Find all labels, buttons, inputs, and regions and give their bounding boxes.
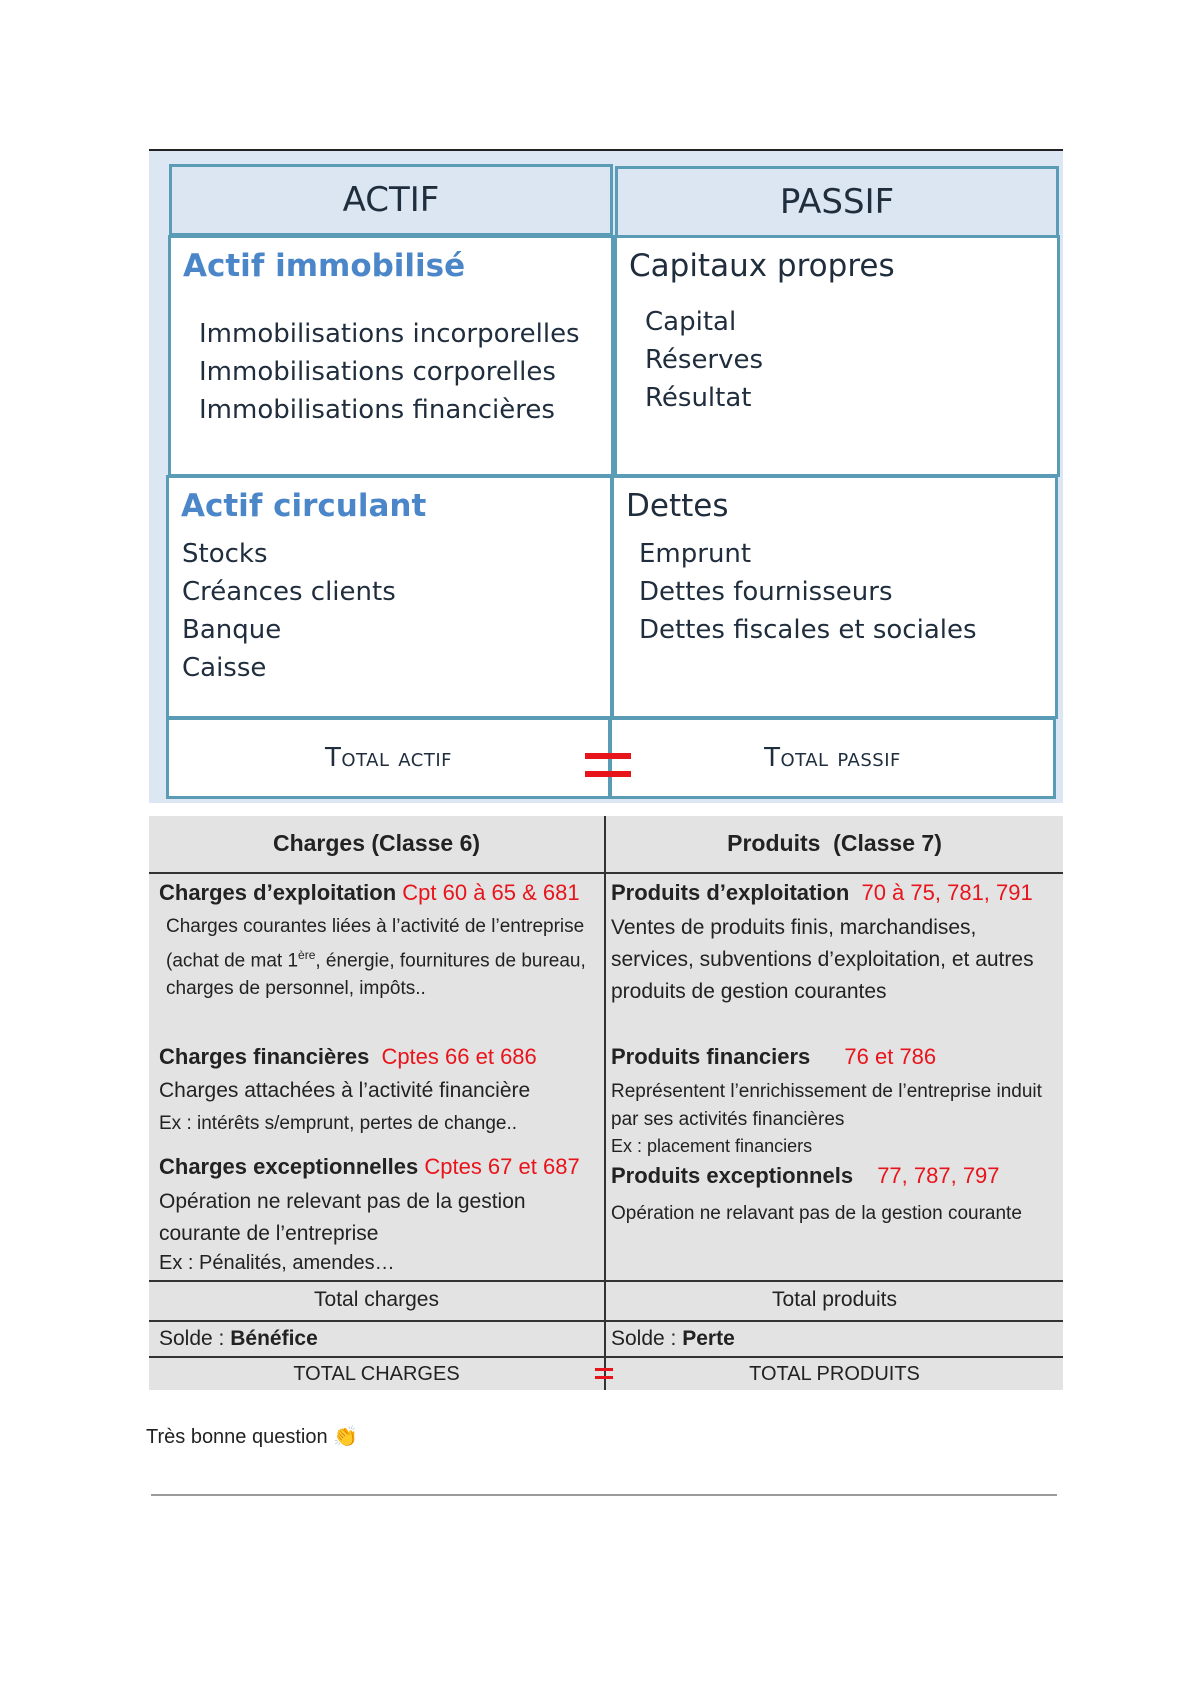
list-item: Résultat: [645, 383, 752, 413]
dettes-box: [611, 475, 1058, 719]
list-item: Réserves: [645, 345, 764, 375]
produits-exploitation-title: [611, 880, 1033, 906]
list-item: Emprunt: [639, 539, 752, 569]
account-range: 77, 787, 797: [877, 1163, 1000, 1188]
charges-exceptionnelles-example: Ex : Pénalités, amendes…: [159, 1252, 395, 1274]
list-item: Dettes fiscales et sociales: [639, 615, 977, 645]
list-item: Immobilisations incorporelles: [199, 319, 580, 349]
horizontal-rule: [151, 1494, 1057, 1496]
charges-financieres-text: Charges attachées à l’activité financière: [159, 1079, 531, 1102]
superscript: ère: [298, 948, 316, 962]
list-item: Dettes fournisseurs: [639, 577, 893, 607]
bilan-figure: [149, 149, 1063, 803]
solde-benefice: [159, 1327, 318, 1351]
list-item: Stocks: [182, 539, 268, 569]
actif-circulant-box: [166, 475, 613, 719]
capitaux-propres-title: Capitaux propres: [629, 248, 895, 284]
actif-immobilise-title: Actif immobilisé: [183, 248, 466, 284]
list-item: Caisse: [182, 653, 267, 683]
produits-header: Produits (Classe 7): [727, 830, 942, 856]
total-actif-box: Total actif: [166, 717, 611, 799]
charges-exceptionnelles-title: [159, 1154, 580, 1180]
account-range: Cptes 67 et 687: [424, 1154, 580, 1179]
actif-immobilise-box: [168, 235, 614, 477]
text: , énergie, fournitures de bureau, charges de personnel, impôts..: [166, 950, 586, 1000]
charges-exploitation-title: [159, 880, 580, 906]
section-title: Produits financiers: [611, 1044, 811, 1069]
solde-label: Solde :: [611, 1327, 683, 1350]
section-title: Charges d’exploitation: [159, 880, 397, 905]
solde-perte: [611, 1327, 735, 1351]
produits-financiers-example: Ex : placement financiers: [611, 1136, 813, 1156]
produits-exploitation-text: Ventes de produits finis, marchandises, services, subventions d’exploitation, et autres produits de gestion courantes: [611, 916, 1034, 1003]
list-item: Immobilisations corporelles: [199, 357, 556, 387]
equals-sign-icon: [595, 1364, 613, 1384]
actif-circulant-title: Actif circulant: [181, 488, 427, 524]
account-range: 70 à 75, 781, 791: [861, 880, 1033, 905]
list-item: Créances clients: [182, 577, 396, 607]
capitaux-propres-box: [614, 235, 1060, 477]
section-title: Produits d’exploitation: [611, 880, 850, 905]
dettes-list: [639, 535, 977, 649]
section-title: Charges exceptionnelles: [159, 1154, 419, 1179]
charges-exploitation-text: [166, 913, 586, 1003]
charges-financieres-example: Ex : intérêts s/emprunt, pertes de change..: [159, 1113, 518, 1134]
total-charges: Total charges: [314, 1288, 439, 1311]
row-divider: [149, 1320, 1063, 1322]
list-item: Immobilisations financières: [199, 395, 555, 425]
caption-text: Très bonne question 👏: [146, 1426, 359, 1448]
account-range: Cptes 66 et 686: [381, 1044, 537, 1069]
charges-exceptionnelles-text: Opération ne relevant pas de la gestion courante de l’entreprise: [159, 1190, 526, 1245]
produits-financiers-text: Représentent l’enrichissement de l’entreprise induit par ses activités financières: [611, 1081, 1042, 1130]
solde-value: Bénéfice: [230, 1327, 318, 1350]
solde-value: Perte: [682, 1327, 735, 1350]
text: Charges courantes liées à l’activité de l’entreprise (achat de mat 1: [166, 916, 585, 972]
list-item: Banque: [182, 615, 282, 645]
solde-label: Solde :: [159, 1327, 231, 1350]
equals-sign-icon: [585, 751, 631, 781]
produits-exceptionnels-title: [611, 1163, 1000, 1189]
passif-header: PASSIF: [615, 166, 1059, 238]
account-range: Cpt 60 à 65 & 681: [402, 880, 580, 905]
total-passif-box: Total passif: [609, 717, 1056, 799]
section-title: Produits exceptionnels: [611, 1163, 854, 1188]
grand-total-charges: TOTAL CHARGES: [293, 1363, 460, 1385]
charges-financieres-title: [159, 1044, 537, 1070]
produits-exceptionnels-text: Opération ne relavant pas de la gestion courante: [611, 1203, 1022, 1224]
actif-immobilise-list: [199, 315, 580, 429]
capitaux-propres-list: [645, 303, 763, 417]
list-item: Capital: [645, 307, 737, 337]
row-divider: [149, 872, 1063, 874]
charges-header: Charges (Classe 6): [272, 830, 481, 856]
actif-circulant-list: [182, 535, 396, 687]
account-range: 76 et 786: [844, 1044, 937, 1069]
row-divider: [149, 1280, 1063, 1282]
compte-resultat-figure: [149, 816, 1063, 1390]
row-divider: [149, 1356, 1063, 1358]
produits-financiers-title: [611, 1044, 936, 1070]
section-title: Charges financières: [159, 1044, 370, 1069]
dettes-title: Dettes: [626, 488, 729, 524]
grand-total-produits: TOTAL PRODUITS: [749, 1363, 920, 1385]
actif-header: ACTIF: [169, 164, 613, 236]
total-produits: Total produits: [772, 1288, 897, 1311]
